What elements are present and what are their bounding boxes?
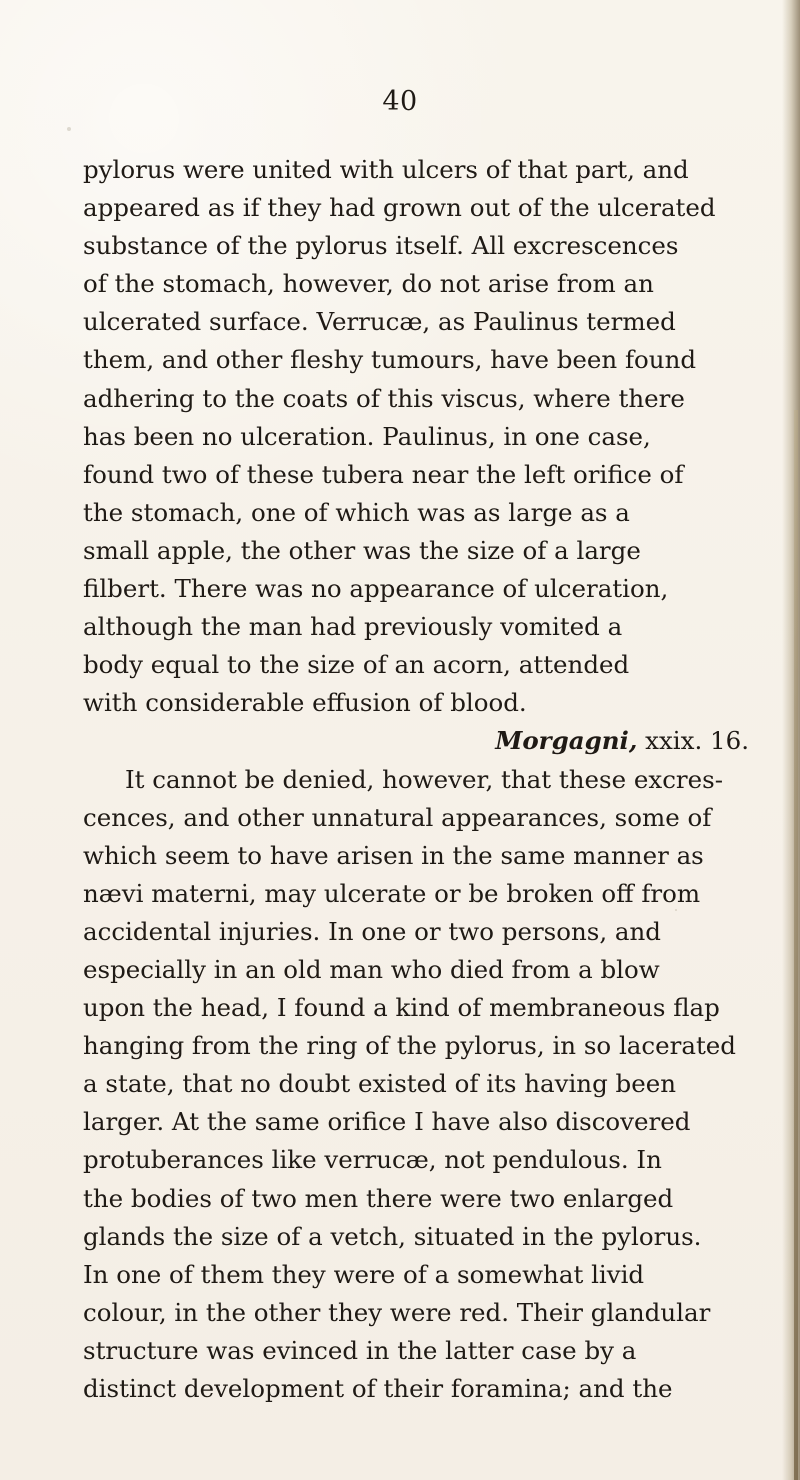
text-line: a state, that no doubt existed of its having been	[83, 1069, 677, 1099]
paragraph-first-line: It cannot be denied, however, that these excres-	[125, 764, 723, 794]
text-line: pylorus were united with ulcers of that part, and	[83, 155, 689, 184]
page-number: 40	[382, 86, 418, 117]
page-binding-edge	[794, 410, 798, 1480]
text-line: has been no ulceration. Paulinus, in one case,	[83, 421, 651, 451]
text-line: especially in an old man who died from a blow	[83, 954, 660, 984]
text-line: hanging from the ring of the pylorus, in so lacerated	[83, 1031, 736, 1061]
text-line: adhering to the coats of this viscus, where there	[83, 383, 685, 413]
text-line: protuberances like verrucæ, not pendulous. In	[83, 1145, 662, 1175]
text-line: nævi materni, may ulcerate or be broken off from	[83, 878, 701, 908]
text-line: with considerable effusion of blood.	[83, 688, 527, 718]
text-line: the bodies of two men there were two enlarged	[83, 1183, 674, 1213]
citation-line	[83, 722, 749, 760]
text-line: glands the size of a vetch, situated in the pylorus.	[83, 1221, 702, 1251]
text-line: small apple, the other was the size of a large	[83, 535, 641, 565]
text-line: found two of these tubera near the left orifice of	[83, 459, 684, 489]
paper-speck	[67, 127, 71, 131]
text-line: them, and other fleshy tumours, have been found	[83, 345, 697, 375]
text-line: accidental injuries. In one or two persons, and	[83, 916, 661, 946]
text-line: substance of the pylorus itself. All excrescences	[83, 231, 679, 261]
text-line: although the man had previously vomited a	[83, 612, 623, 642]
text-line: the stomach, one of which was as large as a	[83, 497, 630, 527]
text-line: colour, in the other they were red. Their glandular	[83, 1297, 711, 1327]
citation-reference: xxix. 16.	[637, 726, 749, 756]
text-line: which seem to have arisen in the same manner as	[83, 840, 704, 870]
text-line: larger. At the same orifice I have also discovered	[83, 1107, 691, 1137]
text-line: appeared as if they had grown out of the ulcerated	[83, 193, 716, 223]
text-line: of the stomach, however, do not arise from an	[83, 269, 654, 299]
text-line: In one of them they were of a somewhat livid	[83, 1259, 645, 1289]
text-line: body equal to the size of an acorn, attended	[83, 650, 630, 680]
text-line: distinct development of their foramina; and the	[83, 1374, 673, 1403]
citation-name: Morgagni,	[495, 726, 638, 756]
text-line: upon the head, I found a kind of membraneous flap	[83, 993, 720, 1023]
text-line: cences, and other unnatural appearances, some of	[83, 802, 712, 832]
text-line: ulcerated surface. Verrucæ, as Paulinus termed	[83, 307, 676, 337]
text-line: structure was evinced in the latter case by a	[83, 1335, 637, 1365]
page-text	[83, 151, 749, 1408]
text-line: filbert. There was no appearance of ulceration,	[83, 574, 669, 604]
